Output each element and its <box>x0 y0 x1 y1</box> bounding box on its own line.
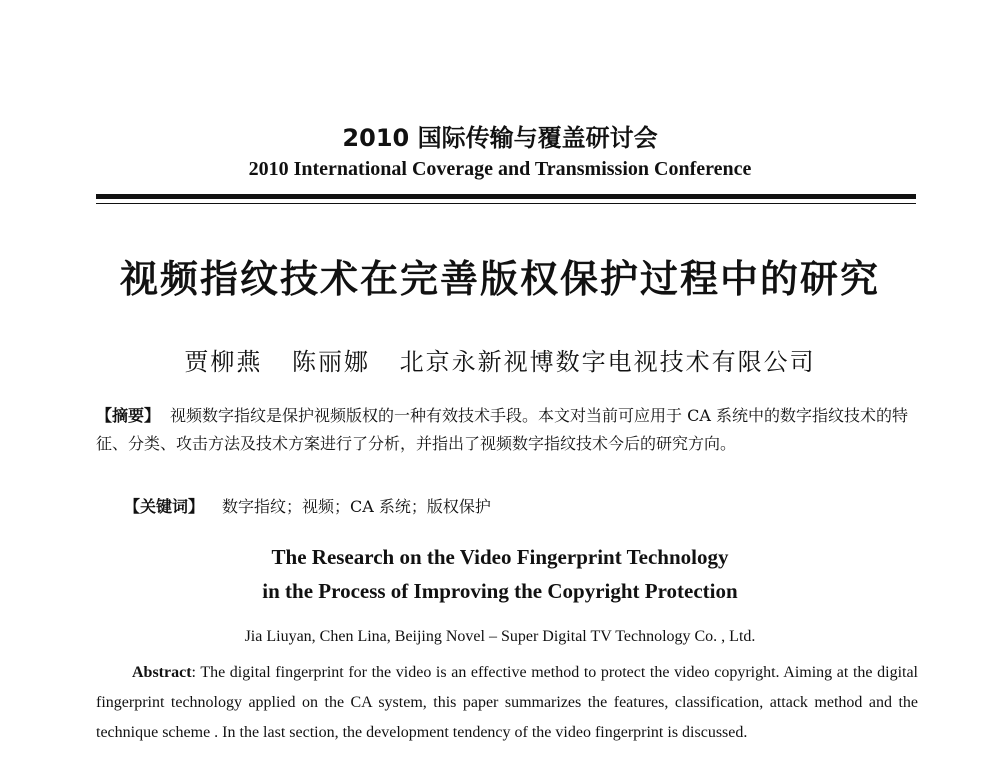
abstract-cn-text: 视频数字指纹是保护视频版权的一种有效技术手段。本文对当前可应用于 CA 系统中的数字指纹技术的特征、分类、攻击方法及技术方案进行了分析，并指出了视频数字指纹技术今后的研究方向。 <box>96 406 908 453</box>
keywords-cn <box>124 494 914 520</box>
paper-title-cn: 视频指纹技术在完善版权保护过程中的研究 <box>119 257 880 301</box>
paper-title-en <box>0 540 1000 608</box>
author-name: 陈丽娜 <box>292 348 370 376</box>
abstract-en <box>96 658 918 748</box>
abstract-en-text: : The digital fingerprint for the video is an effective method to protect the video copyright. Aiming at the digital fingerprint technology applied on the CA system, this paper summarizes the features, classification, attack method and the technique scheme . In the last section, the development tendency of the video fingerprint is discussed. <box>96 664 918 741</box>
author-affiliation: 北京永新视博数字电视技术有限公司 <box>399 348 816 376</box>
abstract-cn <box>96 402 918 458</box>
authors-cn <box>0 342 1000 377</box>
authors-en: Jia Liuyan, Chen Lina, Beijing Novel – Super Digital TV Technology Co. , Ltd. <box>244 628 756 645</box>
conference-title-en: 2010 International Coverage and Transmission Conference <box>248 158 752 180</box>
paper-title-en-line1: The Research on the Video Fingerprint Technology <box>271 545 729 569</box>
header-rule-thick <box>96 194 916 199</box>
header-rule-thin <box>96 203 916 204</box>
keywords-label: 【关键词】 <box>124 497 205 516</box>
paper-title-en-line2: in the Process of Improving the Copyright Protection <box>262 579 738 603</box>
author-name: 贾柳燕 <box>184 348 263 376</box>
abstract-en-label: Abstract <box>132 664 192 681</box>
conference-title-cn: 2010 国际传输与覆盖研讨会 <box>342 124 658 152</box>
keywords-text: 数字指纹；视频；CA 系统；版权保护 <box>222 497 491 516</box>
abstract-cn-label: 【摘要】 <box>96 406 161 425</box>
